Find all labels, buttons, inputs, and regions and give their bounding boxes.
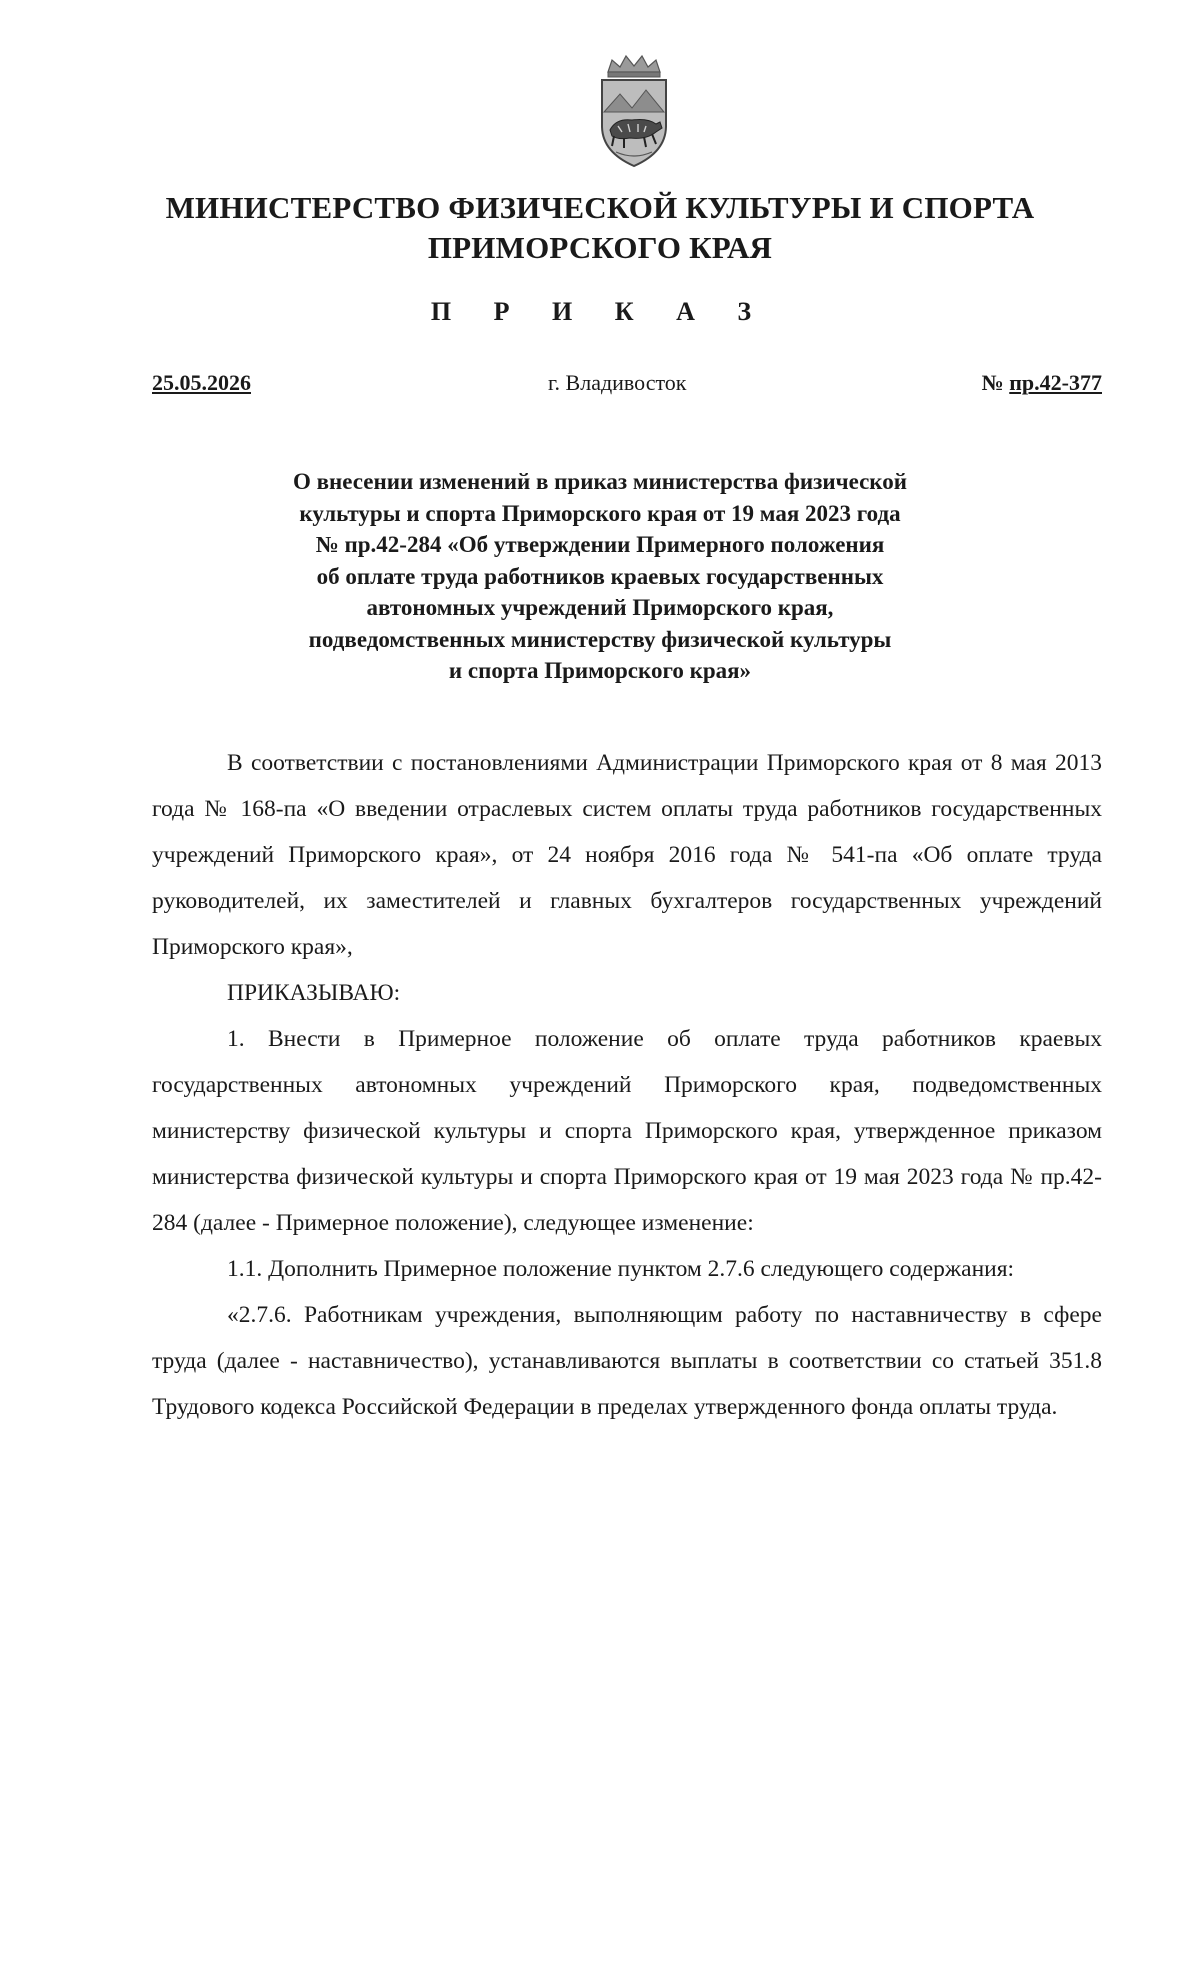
body-paragraph-item-1: 1. Внести в Примерное положение об оплате труда работников краевых государственных автономных учреждений Приморского края, подведомственных министерству физической культуры и спорта Приморского края, утвержденное приказом министерства физической культуры и спорта Приморского края от 19 мая 2023 года № пр.42-284 (далее - Примерное положение), следующее изменение: xyxy=(152,1026,1102,1236)
title-line: культуры и спорта Приморского края от 19 мая 2023 года xyxy=(299,500,901,526)
body-paragraph-item-1-1: 1.1. Дополнить Примерное положение пунктом 2.7.6 следующего содержания: xyxy=(227,1256,1015,1282)
document-number xyxy=(982,370,1102,396)
document-city: г. Владивосток xyxy=(548,370,687,395)
title-line: О внесении изменений в приказ министерства физической xyxy=(292,469,907,494)
document-title xyxy=(200,466,1000,687)
coat-of-arms-emblem xyxy=(586,52,682,172)
document-meta-row xyxy=(152,370,1102,406)
document-date: 25.05.2026 xyxy=(152,370,251,395)
ministry-name-line-1: МИНИСТЕРСТВО ФИЗИЧЕСКОЙ КУЛЬТУРЫ И СПОРТА xyxy=(165,190,1035,225)
body-paragraph-order: ПРИКАЗЫВАЮ: xyxy=(227,980,401,1006)
ministry-name xyxy=(150,188,1050,268)
title-line: № пр.42-284 «Об утверждении Примерного положения xyxy=(315,532,885,557)
document-number-prefix: № xyxy=(981,370,1004,395)
body-paragraph-preamble: В соответствии с постановлениями Администрации Приморского края от 8 мая 2013 года № 168-па «О введении отраслевых систем оплаты труда работников государственных учреждений Приморского края», от 24 ноября 2016 года № 541-па «Об оплате труда руководителей, их заместителей и главных бухгалтеров государственных учреждений Приморского края», xyxy=(152,750,1102,960)
ministry-name-line-2: ПРИМОРСКОГО КРАЯ xyxy=(427,230,773,265)
title-line: автономных учреждений Приморского края, xyxy=(366,595,834,620)
title-line: и спорта Приморского края» xyxy=(448,658,752,683)
title-line: подведомственных министерству физической культуры xyxy=(308,626,892,652)
body-paragraph-item-2-7-6: «2.7.6. Работникам учреждения, выполняющим работу по наставничеству в сфере труда (далее - наставничество), устанавливаются выплаты в соответствии со статьей 351.8 Трудового кодекса Российской Федерации в пределах утвержденного фонда оплаты труда. xyxy=(152,1302,1102,1420)
coat-of-arms-icon xyxy=(586,52,682,172)
document-body xyxy=(152,740,1102,1430)
title-line: об оплате труда работников краевых государственных xyxy=(316,563,884,589)
document-number-value: пр.42-377 xyxy=(1009,370,1102,395)
document-type-heading: П Р И К А З xyxy=(430,297,770,326)
